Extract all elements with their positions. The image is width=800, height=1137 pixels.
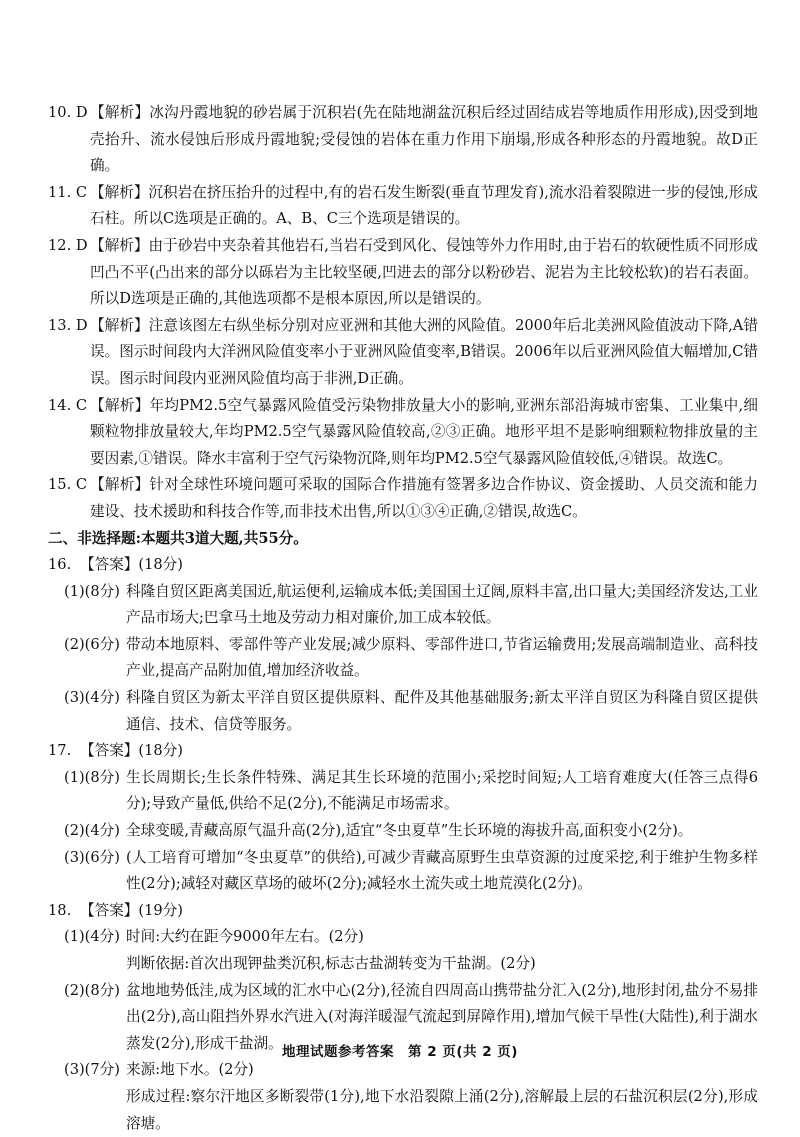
answer-head — [48, 898, 758, 925]
item-number: 15. C — [48, 476, 88, 494]
item-explanation: 【解析】冰沟丹霞地貌的砂岩属于沉积岩(先在陆地湖盆沉积后经过固结成岩等地质作用形成),因受到地壳抬升、流水侵蚀后形成丹霞地貌;受侵蚀的岩体在重力作用下崩塌,形成各种形态的丹霞地貌。故D正确。 — [90, 104, 758, 175]
part-label: (1)(4分) — [64, 928, 120, 946]
answer-part — [48, 924, 758, 951]
item-explanation: 【解析】由于砂岩中夹杂着其他岩石,当岩石受到风化、侵蚀等外力作用时,由于岩石的软硬性质不同形成凹凸不平(凸出来的部分以砾岩为主比较坚硬,凹进去的部分以粉砂岩、泥岩为主比较松软)的岩石表面。所以D选项是正确的,其他选项都不是根本原因,所以是错误的。 — [90, 236, 758, 308]
part-label: (2)(8分) — [64, 981, 120, 999]
part-text: 带动本地原料、零部件等产业发展;减少原料、零部件进口,节省运输费用;发展高端制造业、高科技产业,提高产品附加值,增加经济收益。 — [126, 635, 758, 680]
mc-item-10 — [48, 100, 758, 180]
part-text: 科隆自贸区为新太平洋自贸区提供原料、配件及其他基础服务;新太平洋自贸区为科隆自贸区提供通信、技术、信贷等服务。 — [126, 689, 758, 733]
answer-number: 17. — [48, 742, 72, 760]
part-label: (3)(4分) — [64, 689, 120, 707]
item-number: 11. C — [48, 183, 88, 201]
mc-item-15 — [48, 472, 758, 525]
answer-score: 【答案】(18分) — [80, 556, 183, 574]
item-number: 14. C — [48, 396, 88, 414]
item-number: 12. D — [48, 236, 88, 254]
item-explanation: 【解析】沉积岩在挤压抬升的过程中,有的岩石发生断裂(垂直节理发育),流水沿着裂隙进一步的侵蚀,形成石柱。所以C选项是正确的。A、B、C三个选项是错误的。 — [90, 183, 758, 228]
item-explanation: 【解析】针对全球性环境问题可采取的国际合作措施有签署多边合作协议、资金援助、人员交流和能力建设、技术援助和科技合作等,而非技术出售,所以①③④正确,②错误,故选C。 — [90, 476, 758, 520]
answer-part — [48, 579, 758, 632]
answer-head — [48, 552, 758, 579]
answer-part — [48, 818, 758, 845]
answer-part — [48, 765, 758, 818]
answer-number: 18. — [48, 901, 72, 919]
answer-number: 16. — [48, 556, 72, 574]
item-explanation: 【解析】年均PM2.5空气暴露风险值受污染物排放量大小的影响,亚洲东部沿海城市密集、工业集中,细颗粒物排放量较大,年均PM2.5空气暴露风险值较高,②③正确。地形平坦不是影响细颗粒物排放量的主要因素,①错误。降水丰富利于空气污染物沉降,则年均PM2.5空气暴露风险值较低,④错误。故选C。 — [90, 396, 758, 467]
answer-score: 【答案】(18分) — [80, 742, 183, 760]
part-text: 盆地地势低洼,成为区域的汇水中心(2分),径流自四周高山携带盐分汇入(2分),地形封闭,盐分不易排出(2分),高山阻挡外界水汽进入(对海洋暖湿气流起到屏障作用),增加气候干旱性(大陆性),利于湖水蒸发(2分),形成干盐湖。 — [126, 981, 758, 1052]
item-number: 13. D — [48, 316, 88, 334]
part-text: 科隆自贸区距离美国近,航运便利,运输成本低;美国国土辽阔,原料丰富,出口量大;美国经济发达,工业产品市场大;巴拿马土地及劳动力相对廉价,加工成本较低。 — [126, 582, 758, 627]
item-number: 10. D — [48, 104, 88, 121]
part-text: 时间:大约在距今9000年左右。(2分) — [126, 928, 364, 946]
part-text: 生长周期长;生长条件特殊、满足其生长环境的范围小;采挖时间短;人工培育难度大(任答三点得6分);导致产量低,供给不足(2分),不能满足市场需求。 — [126, 768, 758, 813]
item-explanation: 【解析】注意该图左右纵坐标分别对应亚洲和其他大洲的风险值。2000年后北美洲风险值波动下降,A错误。图示时间段内大洋洲风险值变率小于亚洲风险值变率,B错误。2006年以后亚洲风险值大幅增加,C错误。图示时间段内亚洲风险值均高于非洲,D正确。 — [90, 316, 758, 387]
part-label: (1)(8分) — [64, 768, 120, 786]
page-footer: 地理试题参考答案 第 2 页(共 2 页) — [282, 1044, 518, 1060]
answer-score: 【答案】(19分) — [80, 901, 183, 919]
answer-part — [48, 632, 758, 685]
answer-continuation: 判断依据:首次出现钾盐类沉积,标志古盐湖转变为干盐湖。(2分) — [126, 955, 536, 972]
part-label: (3)(7分) — [64, 1061, 120, 1079]
part-label: (3)(6分) — [64, 848, 120, 866]
part-text: 全球变暖,青藏高原气温升高(2分),适宜“冬虫夏草”生长环境的海拔升高,面积变小(2分)。 — [126, 822, 693, 840]
part-label: (2)(6分) — [64, 635, 120, 653]
answer-part — [48, 1057, 758, 1084]
part-text: (人工培育可增加“冬虫夏草”的供给),可减少青藏高原野生虫草资源的过度采挖,利于维护生物多样性(2分);减轻对藏区草场的破坏(2分);减轻水土流失或土地荒漠化(2分)。 — [126, 848, 758, 893]
part-text: 来源:地下水。(2分) — [126, 1061, 254, 1079]
answer-17 — [48, 738, 758, 898]
mc-item-14 — [48, 393, 758, 473]
answer-part — [48, 845, 758, 898]
answer-head — [48, 738, 758, 765]
answer-content — [48, 100, 758, 1137]
part-label: (1)(8分) — [64, 582, 120, 600]
mc-item-12 — [48, 233, 758, 313]
part-label: (2)(4分) — [64, 822, 120, 840]
answer-continuation: 形成过程:察尔汗地区多断裂带(1分),地下水沿裂隙上涌(2分),溶解最上层的石盐沉积层(2分),形成溶塘。 — [126, 1087, 758, 1132]
answer-16 — [48, 552, 758, 738]
mc-item-13 — [48, 313, 758, 393]
mc-item-11 — [48, 180, 758, 233]
answer-part — [48, 685, 758, 738]
section-title: 二、非选择题:本题共3道大题,共55分。 — [48, 529, 308, 547]
answer-18 — [48, 898, 758, 1137]
